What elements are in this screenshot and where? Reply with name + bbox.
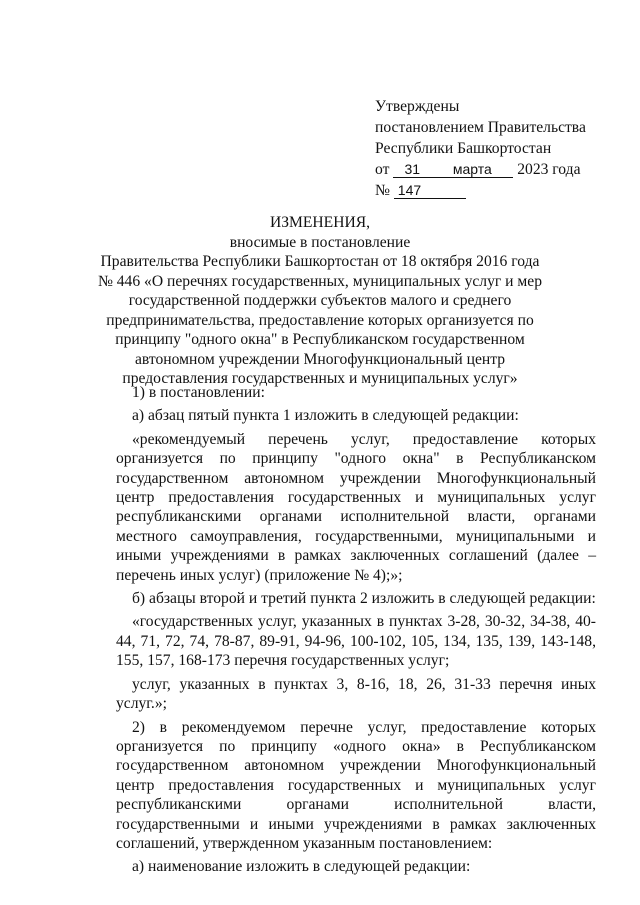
title-heading: ИЗМЕНЕНИЯ,	[269, 214, 371, 231]
date-month: марта	[431, 161, 513, 178]
approval-stamp	[375, 96, 615, 201]
approval-line-3: Республики Башкортостан	[375, 140, 552, 157]
paragraph-4: б) абзацы второй и третий пункта 2 изложить в следующей редакции:	[132, 590, 596, 608]
paragraph-5: «государственных услуг, указанных в пунктах 3-28, 30-32, 34-38, 40-44, 71, 72, 74, 78-87, 89-91, 94-96, 100-102, 105, 134, 135, 139, 143-148, 155, 157, 168-173 перечня государственных услуг;	[116, 613, 596, 670]
date-year: 2023 года	[517, 161, 581, 178]
document-body	[116, 383, 596, 877]
approval-line-2: постановлением Правительства	[375, 119, 586, 136]
resolution-number: 147	[394, 182, 466, 199]
document-title	[95, 213, 545, 389]
paragraph-6: услуг, указанных в пунктах 3, 8-16, 18, 26, 31-33 перечня иных услуг.»;	[116, 675, 596, 713]
date-prefix: от	[375, 161, 390, 178]
title-subheading: вносимые в постановление	[229, 233, 411, 251]
paragraph-8: а) наименование изложить в следующей редакции:	[132, 858, 471, 876]
number-sign: №	[375, 182, 390, 199]
title-body: Правительства Республики Башкортостан от 18 октября 2016 года № 446 «О перечнях государственных, муниципальных услуг и мер государственной поддержки субъектов малого и среднего предпринимательства, предоставление которых организуется по принципу "одного окна" в Республиканском государственном автономном учреждении Многофункциональный центр предоставления государственных и муниципальных услуг»	[97, 253, 543, 387]
approval-number-line	[375, 180, 615, 201]
date-day: 31	[393, 161, 431, 178]
paragraph-2: а) абзац пятый пункта 1 изложить в следующей редакции:	[132, 407, 519, 425]
paragraph-7: 2) в рекомендуемом перечне услуг, предоставление которых организуется по принципу «одного окна» в Республиканском государственном автономном учреждении Многофункциональный центр предоставления государственных и муниципальных услуг республиканскими органами исполнительной власти, государственными и иными учреждениями в рамках заключенных соглашений, утвержденном указанным постановлением:	[116, 718, 596, 852]
approval-date-line	[375, 159, 615, 180]
paragraph-3: «рекомендуемый перечень услуг, предоставление которых организуется по принципу "одного окна" в Республиканском государственном автономном учреждении Многофункциональный центр предоставления государственных и муниципальных услуг республиканскими органами исполнительной власти, органами местного самоуправления, государственными, муниципальными и иными учреждениями в рамках заключенных соглашений (далее – перечень иных услуг) (приложение № 4);»;	[116, 430, 596, 584]
paragraph-1: 1) в постановлении:	[132, 384, 265, 401]
approval-line-1: Утверждены	[375, 98, 460, 115]
